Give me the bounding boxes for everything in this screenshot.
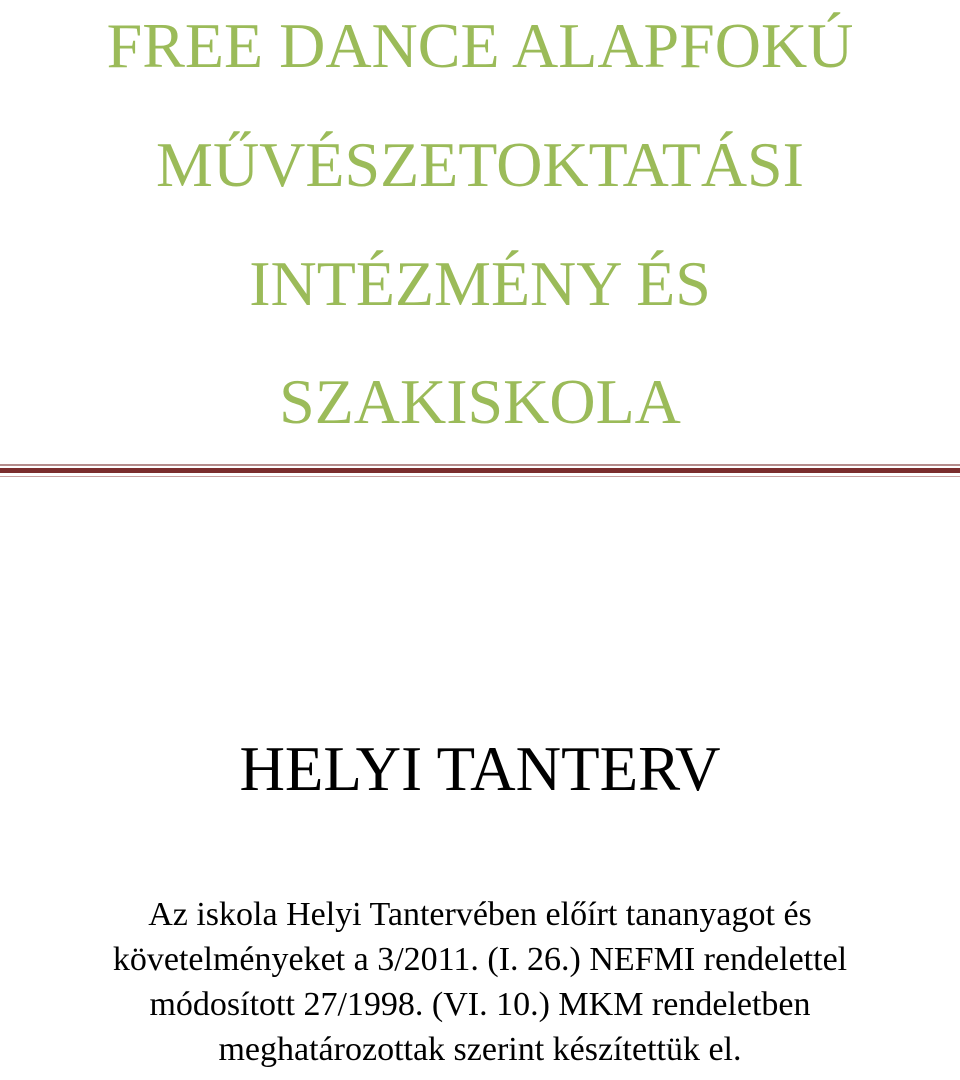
document-heading: HELYI TANTERV <box>239 734 721 804</box>
description-line-1: Az iskola Helyi Tantervében előírt tananyagot és <box>148 896 812 933</box>
title-divider-thick <box>0 468 960 473</box>
description-line-3: módosított 27/1998. (VI. 10.) MKM rendeletben <box>149 986 811 1023</box>
document-description <box>0 892 960 1072</box>
title-divider-bottom <box>0 476 960 477</box>
title-divider-top <box>0 464 960 466</box>
institution-title-line-3: INTÉZMÉNY ÉS <box>249 248 711 319</box>
institution-title-line-1: FREE DANCE ALAPFOKÚ <box>106 10 854 81</box>
description-line-4: meghatározottak szerint készítettük el. <box>218 1031 742 1068</box>
institution-title-line-2: MŰVÉSZETOKTATÁSI <box>156 129 804 200</box>
description-line-2: követelményeket a 3/2011. (I. 26.) NEFMI rendelettel <box>112 941 848 978</box>
institution-title-line-4: SZAKISKOLA <box>279 366 681 437</box>
